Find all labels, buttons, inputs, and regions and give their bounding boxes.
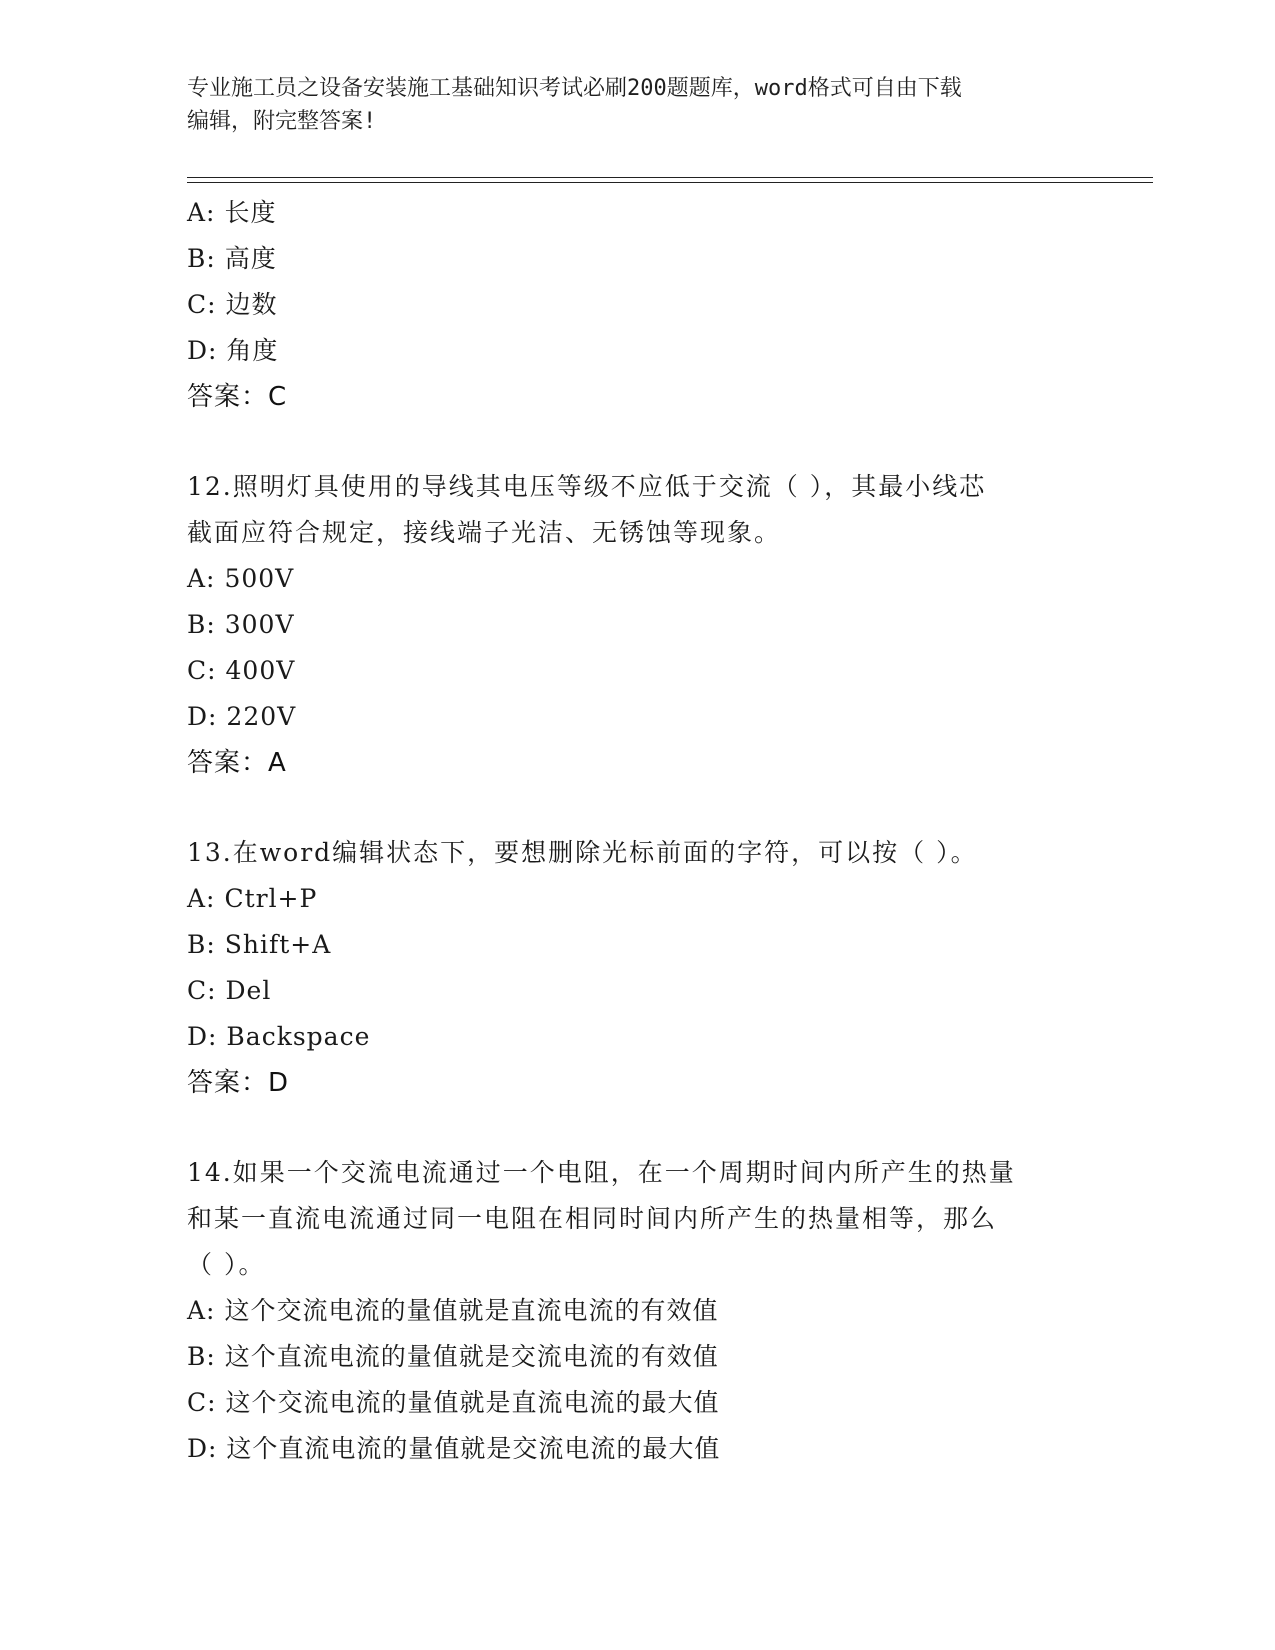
header-divider-bottom — [187, 182, 1153, 183]
option-b: B: 高度 — [187, 244, 277, 273]
option-d: D: 角度 — [187, 336, 279, 365]
answer-line: 答案：C — [187, 382, 288, 412]
option-d: D: 220V — [187, 702, 297, 731]
spacer — [187, 786, 1087, 830]
option-c: C: 边数 — [187, 290, 278, 319]
question-14 — [187, 1150, 1087, 1472]
option-a: A: 这个交流电流的量值就是直流电流的有效值 — [187, 1296, 719, 1325]
question-stem-line: 截面应符合规定，接线端子光洁、无锈蚀等现象。 — [187, 518, 782, 547]
document-header — [187, 72, 1087, 138]
option-a: A: Ctrl+P — [187, 884, 318, 913]
question-stem-line: （ ）。 — [187, 1250, 266, 1279]
option-b: B: Shift+A — [187, 930, 332, 959]
option-c: C: Del — [187, 976, 272, 1005]
question-11-continuation — [187, 190, 1087, 420]
option-a: A: 500V — [187, 564, 295, 593]
question-stem-line: 12.照明灯具使用的导线其电压等级不应低于交流（ ），其最小线芯 — [187, 472, 987, 501]
option-b: B: 这个直流电流的量值就是交流电流的有效值 — [187, 1342, 719, 1371]
header-title-line-1: 专业施工员之设备安装施工基础知识考试必刷200题题库，word格式可自由下载 — [187, 76, 962, 101]
spacer — [187, 420, 1087, 464]
question-list — [187, 190, 1087, 1472]
answer-line: 答案：A — [187, 748, 287, 778]
option-c: C: 这个交流电流的量值就是直流电流的最大值 — [187, 1388, 720, 1417]
option-a: A: 长度 — [187, 198, 277, 227]
option-d: D: Backspace — [187, 1022, 371, 1051]
header-divider-top — [187, 177, 1153, 178]
option-d: D: 这个直流电流的量值就是交流电流的最大值 — [187, 1434, 721, 1463]
spacer — [187, 1106, 1087, 1150]
header-title-line-2: 编辑，附完整答案! — [187, 109, 377, 134]
answer-line: 答案：D — [187, 1068, 290, 1098]
option-b: B: 300V — [187, 610, 295, 639]
option-c: C: 400V — [187, 656, 296, 685]
question-stem-line: 14.如果一个交流电流通过一个电阻，在一个周期时间内所产生的热量 — [187, 1158, 1016, 1187]
question-stem-line: 和某一直流电流通过同一电阻在相同时间内所产生的热量相等，那么 — [187, 1204, 998, 1233]
question-12 — [187, 464, 1087, 786]
question-13 — [187, 830, 1087, 1106]
question-stem-line: 13.在word编辑状态下，要想删除光标前面的字符，可以按（ ）。 — [187, 838, 978, 867]
